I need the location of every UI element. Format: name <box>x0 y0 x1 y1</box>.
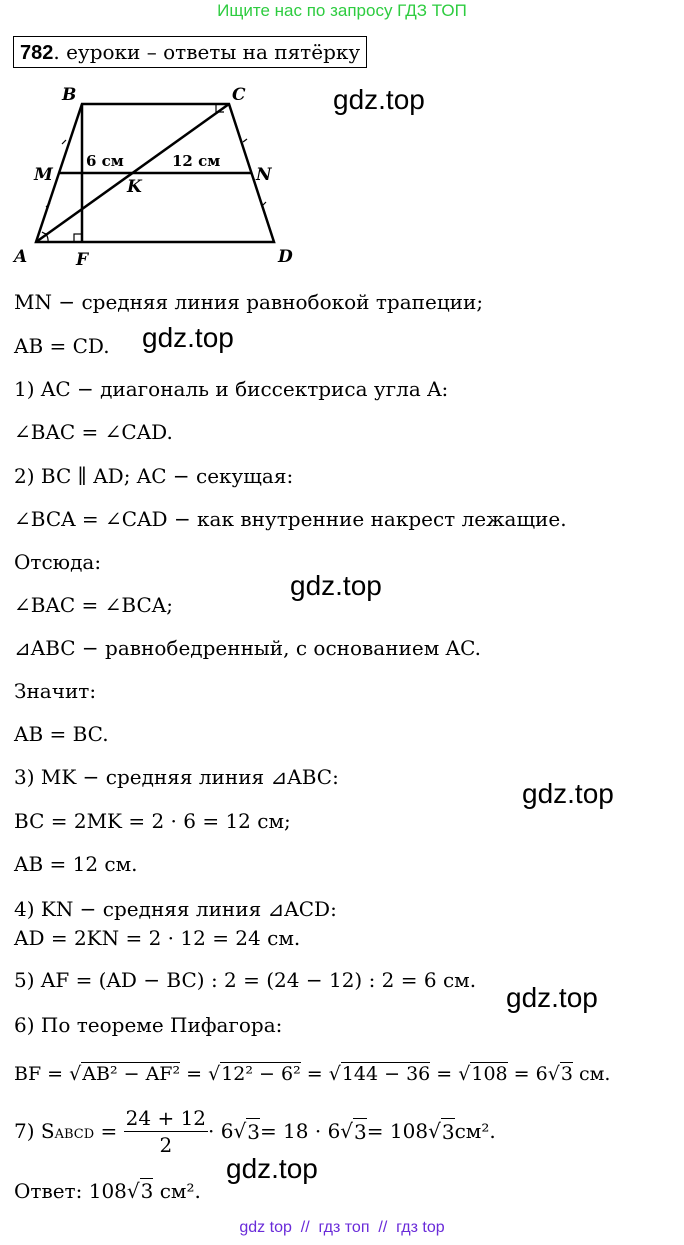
task-title: . еуроки – ответы на пятёрку <box>53 40 361 64</box>
top-banner-link[interactable]: Ищите нас по запросу ГДЗ ТОП <box>217 1 467 20</box>
solution-line-3: 1) AC − диагональ и биссектриса угла A: <box>14 377 449 401</box>
solution-line-13: BC = 2MK = 2 · 6 = 12 см; <box>14 809 291 833</box>
segment-kn-label: 12 см <box>172 152 221 170</box>
solution-line-16: AD = 2KN = 2 · 12 = 24 см. <box>14 926 301 950</box>
label-a: A <box>14 247 28 267</box>
label-n: N <box>256 165 272 185</box>
watermark: gdz.top <box>290 570 382 601</box>
solution-line-19: BF = √AB² − AF² = √12² − 6² = √144 − 36 = √108 = 6√3 см. <box>14 1063 611 1085</box>
solution-line-12: 3) MK − средняя линия ⊿ABC: <box>14 765 339 789</box>
watermark: gdz.top <box>333 84 425 115</box>
solution-line-8: ∠BAC = ∠BCA; <box>14 593 173 617</box>
solution-line-7: Отсюда: <box>14 550 102 574</box>
label-d: D <box>278 247 293 267</box>
label-b: B <box>62 85 77 105</box>
watermark: gdz.top <box>142 322 234 353</box>
label-c: C <box>232 85 246 105</box>
solution-line-14: AB = 12 см. <box>14 852 138 876</box>
solution-line-2: AB = CD. <box>14 334 110 358</box>
watermark: gdz.top <box>522 778 614 809</box>
task-header <box>13 36 367 68</box>
solution-line-11: AB = BC. <box>14 722 109 746</box>
label-k: K <box>127 177 142 197</box>
solution-line-9: ⊿ABC − равнобедренный, с основанием AC. <box>14 636 482 660</box>
label-f: F <box>76 250 89 270</box>
answer-line: Ответ: 108√3 см². <box>14 1179 201 1203</box>
footer-links[interactable]: gdz top // гдз топ // гдз top <box>239 1219 445 1236</box>
solution-line-4: ∠BAC = ∠CAD. <box>14 420 173 444</box>
solution-line-17: 5) AF = (AD − BC) : 2 = (24 − 12) : 2 = 6 см. <box>14 968 477 992</box>
solution-line-5: 2) BC ∥ AD; AC − секущая: <box>14 464 294 488</box>
watermark: gdz.top <box>506 982 598 1013</box>
solution-line-6: ∠BCA = ∠CAD − как внутренние накрест лежащие. <box>14 507 567 531</box>
solution-line-15: 4) KN − средняя линия ⊿ACD: <box>14 897 337 921</box>
solution-line-18: 6) По теореме Пифагора: <box>14 1013 283 1037</box>
fraction: $\frac{24 + 12}{2}$ <box>125 1105 207 1157</box>
solution-line-20: 7) S $_{ABCD}$ = $\frac{24 + 12}{2}$ · 6√ 3 = 18 · 6√ 3 = 108√ 3 см². <box>14 1105 496 1157</box>
solution-line-10: Значит: <box>14 679 97 703</box>
solution-line-1: MN − средняя линия равнобокой трапеции; <box>14 290 484 314</box>
label-m: M <box>34 165 53 185</box>
task-number: 782 <box>20 42 54 64</box>
trapezoid-figure <box>12 82 302 272</box>
segment-mk-label: 6 см <box>86 152 124 170</box>
watermark: gdz.top <box>226 1153 318 1184</box>
